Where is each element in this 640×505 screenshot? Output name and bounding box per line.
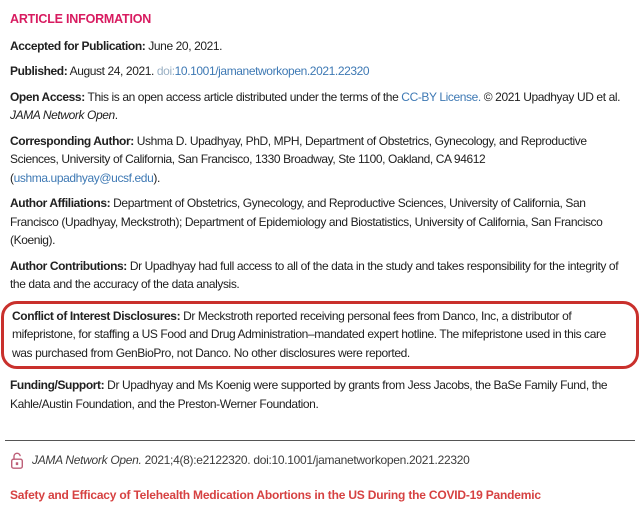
corresponding-author-paragraph	[10, 132, 630, 188]
open-access-paragraph	[10, 88, 630, 125]
next-article-title-link[interactable]: Safety and Efficacy of Telehealth Medication Abortions in the US During the COVID-19 Pandemic	[10, 488, 541, 502]
journal-citation	[32, 451, 469, 470]
funding-support-label: Funding/Support:	[10, 378, 105, 392]
published-paragraph	[10, 62, 630, 81]
ccby-license-link[interactable]: CC-BY License.	[401, 89, 481, 104]
accepted-paragraph	[10, 37, 630, 56]
author-contributions-paragraph	[10, 257, 630, 294]
open-access-text-3: .	[114, 108, 118, 122]
footer-divider	[5, 440, 635, 441]
author-affiliations-text: Department of Obstetrics, Gynecology, and Reproductive Sciences, University of California, San Francisco (Upadhyay, Meckstroth); Department of Epidemiology and Biostatistics, University of California, San Francisco (Koenig).	[10, 196, 603, 247]
author-affiliations-label: Author Affiliations:	[10, 196, 111, 210]
author-contributions-label: Author Contributions:	[10, 258, 127, 273]
conflict-disclosures-label: Conflict of Interest Disclosures:	[12, 308, 181, 323]
conflict-disclosures-paragraph	[12, 307, 628, 363]
conflict-disclosures-text: Dr Meckstroth reported receiving personal fees from Danco, Inc, a distributor of mifepristone, for staffing a US Food and Drug Administration–mandated expert hotline. The mifepristone used in this care was purchased from GenBioPro, not Danco. No other disclosures were reported.	[12, 308, 606, 360]
corresponding-author-label: Corresponding Author:	[10, 133, 134, 148]
open-access-lock-icon	[10, 451, 24, 470]
article-information-heading: ARTICLE INFORMATION	[10, 12, 152, 26]
corresponding-author-text: Ushma D. Upadhyay, PhD, MPH, Department of Obstetrics, Gynecology, and Reproductive Sciences, University of California, San Francisco, 1330 Broadway, Ste 1100, Oakland, CA 94612 (	[10, 133, 587, 185]
journal-name-italic: JAMA Network Open	[10, 108, 115, 122]
doi-link[interactable]: 10.1001/jamanetworkopen.2021.22320	[174, 64, 370, 78]
funding-support-text: Dr Upadhyay and Ms Koenig were supported by grants from Jess Jacobs, the BaSe Family Fund, the Kahle/Austin Foundation, and the Preston-Werner Foundation.	[10, 378, 608, 411]
open-access-text-1: This is an open access article distributed under the terms of the	[84, 89, 402, 104]
author-contributions-text: Dr Upadhyay had full access to all of the data in the study and takes responsibility for the integrity of the data and the accuracy of the data analysis.	[10, 258, 619, 291]
open-access-text-2: © 2021 Upadhyay UD et al.	[480, 89, 621, 104]
footer	[10, 440, 630, 505]
conflict-annotation-oval	[1, 301, 639, 370]
citation-row	[10, 451, 630, 470]
accepted-text: June 20, 2021.	[145, 38, 223, 53]
citation-journal-name: JAMA Network Open.	[32, 453, 142, 468]
published-text: August 24, 2021.	[67, 64, 157, 78]
corresponding-author-text-end: ).	[153, 170, 160, 185]
email-link[interactable]: ushma.upadhyay@ucsf.edu	[13, 170, 154, 185]
doi-prefix: doi:	[156, 64, 175, 78]
open-access-label: Open Access:	[10, 89, 85, 104]
accepted-label: Accepted for Publication:	[10, 38, 146, 53]
published-label: Published:	[10, 64, 68, 78]
funding-support-paragraph	[10, 376, 630, 413]
author-affiliations-paragraph	[10, 194, 630, 250]
citation-text: 2021;4(8):e2122320. doi:10.1001/jamanetworkopen.2021.22320	[141, 453, 470, 468]
